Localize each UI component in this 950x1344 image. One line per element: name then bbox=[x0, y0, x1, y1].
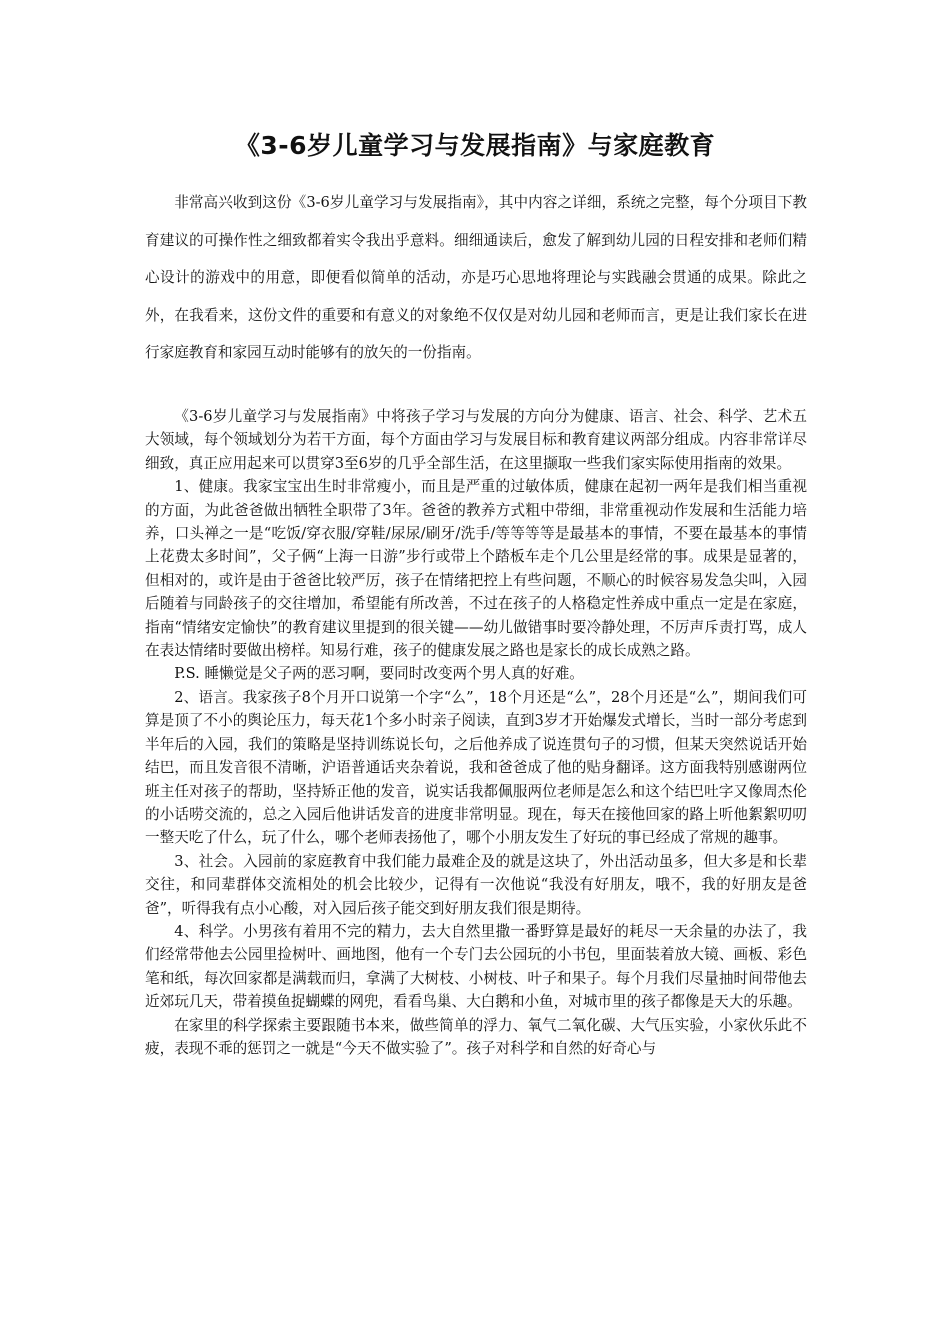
postscript-paragraph: P.S. 睡懒觉是父子两的恶习啊，要同时改变两个男人真的好难。 bbox=[174, 665, 584, 683]
science-paragraph: 4、科学。小男孩有着用不完的精力，去大自然里撒一番野算是最好的耗尽一天余量的办法了，我们经常带他去公园里捡树叶、画地图，他有一个专门去公园玩的小书包，里面装着放大镜、画板、彩色笔和纸，每次回家都是满载而归，拿满了大树枝、小树枝、叶子和果子。每个月我们尽量抽时间带他去近郊玩几天，带着摸鱼捉蝴蝶的网兜，看看鸟巢、大白鹅和小鱼，对城市里的孩子都像是天大的乐趣。 bbox=[145, 922, 807, 1011]
social-paragraph: 3、社会。入园前的家庭教育中我们能力最难企及的就是这块了，外出活动虽多，但大多是和长辈交往，和同辈群体交流相处的机会比较少，记得有一次他说“我没有好朋友，哦不，我的好朋友是爸爸”，听得我有点小心酸，对入园后孩子能交到好朋友我们很是期待。 bbox=[145, 852, 807, 917]
document-title: 《3-6岁儿童学习与发展指南》与家庭教育 bbox=[234, 131, 716, 160]
language-paragraph: 2、语言。我家孩子8个月开口说第一个字“么”，18个月还是“么”，28个月还是“么”，期间我们可算是顶了不小的舆论压力，每天花1个多小时亲子阅读，直到3岁才开始爆发式增长，当时一部分考虑到半年后的入园，我们的策略是坚持训练说长句，之后他养成了说连贯句子的习惯，但某天突然说话开始结巴，而且发音很不清晰，沪语普通话夹杂着说，我和爸爸成了他的贴身翻译。这方面我特别感谢两位班主任对孩子的帮助，坚持矫正他的发音，说实话我都佩服两位老师是怎么和这个结巴吐字又像周杰伦的小话唠交流的，总之入园后他讲话发音的进度非常明显。现在，每天在接他回家的路上听他絮絮叨叨一整天吃了什么，玩了什么，哪个老师表扬他了，哪个小朋友发生了好玩的事已经成了常规的趣事。 bbox=[145, 688, 807, 847]
overview-paragraph: 《3-6岁儿童学习与发展指南》中将孩子学习与发展的方向分为健康、语言、社会、科学、艺术五大领域，每个领域划分为若干方面，每个方面由学习与发展目标和教育建议两部分组成。内容非常详尽细致，真正应用起来可以贯穿3至6岁的几乎全部生活，在这里撷取一些我们家实际使用指南的效果。 bbox=[145, 408, 807, 472]
intro-paragraph: 非常高兴收到这份《3-6岁儿童学习与发展指南》，其中内容之详细，系统之完整，每个分项目下教育建议的可操作性之细致都着实令我出乎意料。细细通读后，愈发了解到幼儿园的日程安排和老师们精心设计的游戏中的用意，即便看似简单的活动，亦是巧心思地将理论与实践融会贯通的成果。除此之外，在我看来，这份文件的重要和有意义的对象绝不仅仅是对幼儿园和老师而言，更是让我们家长在进行家庭教育和家园互动时能够有的放矢的一份指南。 bbox=[145, 194, 807, 361]
document-body bbox=[145, 405, 807, 1060]
science-home-paragraph: 在家里的科学探索主要跟随书本来，做些简单的浮力、氧气二氧化碳、大气压实验，小家伙乐此不疲，表现不乖的惩罚之一就是“今天不做实验了”。孩子对科学和自然的好奇心与 bbox=[145, 1016, 807, 1057]
health-paragraph: 1、健康。我家宝宝出生时非常瘦小，而且是严重的过敏体质，健康在起初一两年是我们相当重视的方面，为此爸爸做出牺牲全职带了3年。爸爸的教养方式粗中带细，非常重视动作发展和生活能力培养，口头禅之一是“吃饭/穿衣服/穿鞋/尿尿/刷牙/洗手/等等等等是最基本的事情，不要在最基本的事情上花费太多时间”，父子俩“上海一日游”步行或带上个踏板车走个几公里是经常的事。成果是显著的，但相对的，或许是由于爸爸比较严厉，孩子在情绪把控上有些问题，不顺心的时候容易发急尖叫，入园后随着与同龄孩子的交往增加，希望能有所改善，不过在孩子的人格稳定性养成中重点一定是在家庭，指南“情绪安定愉快”的教育建议里提到的很关键——幼儿做错事时要冷静处理，不厉声斥责打骂，成人在表达情绪时要做出榜样。知易行难，孩子的健康发展之路也是家长的成长成熟之路。 bbox=[145, 478, 807, 660]
